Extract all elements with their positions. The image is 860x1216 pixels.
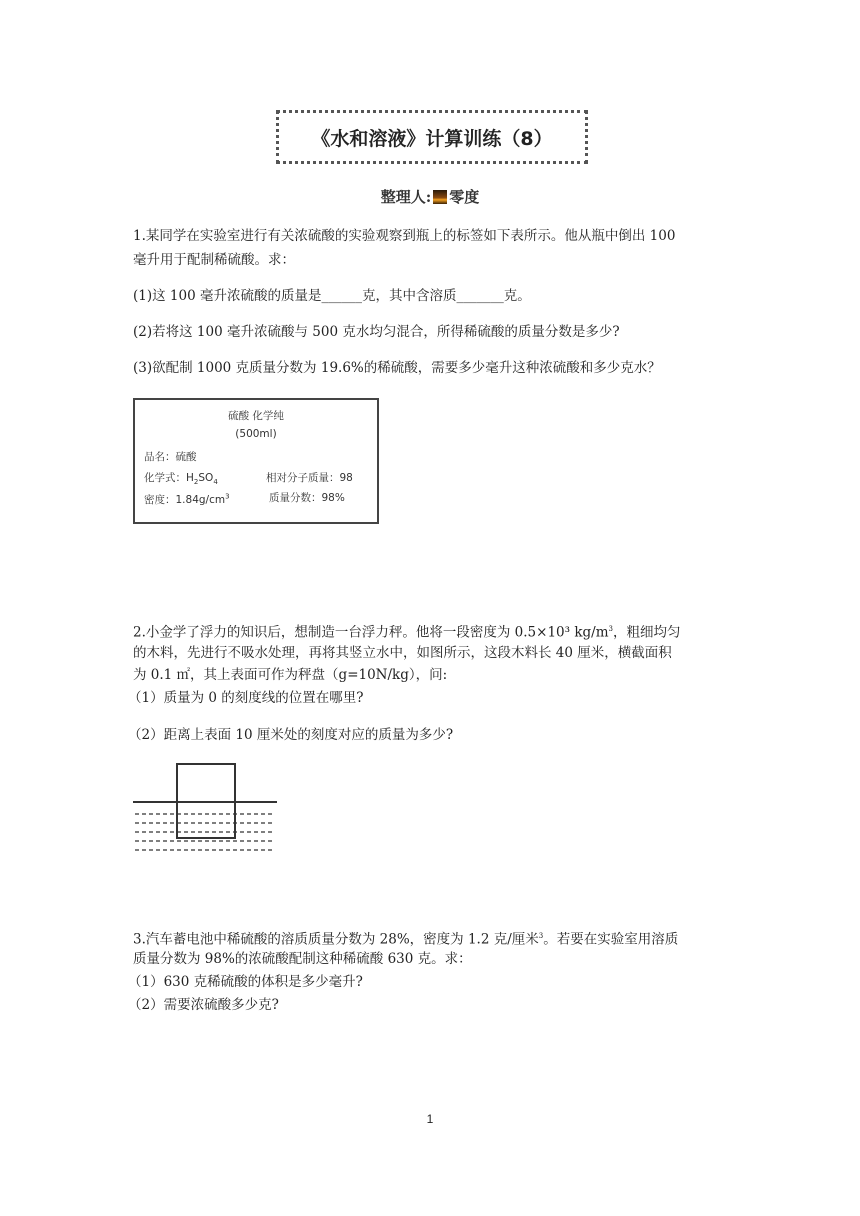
floating-wood-figure xyxy=(133,756,279,866)
label-density: 密度：$1.84g/cm^3$ xyxy=(144,492,230,506)
label-title: 硫酸 化学纯 xyxy=(228,410,284,422)
water-dashed-lines xyxy=(135,814,275,850)
acid-bottle-label xyxy=(133,398,379,524)
q3-line1: 3.汽车蓄电池中稀硫酸的溶质质量分数为 28%，密度为 1.2 克/厘米$^3$。若要在实验室用溶质 xyxy=(133,931,679,948)
q3-line2: 质量分数为 98%的浓硫酸配制这种稀硫酸 630 克。求： xyxy=(133,951,472,967)
label-mass-fraction: 质量分数：98% xyxy=(269,492,345,504)
q1-sub3: (3)欲配制 1000 克质量分数为 19.6%的稀硫酸，需要多少毫升这种浓硫酸和多少克水？ xyxy=(133,360,661,376)
q1-sub2: (2)若将这 100 毫升浓硫酸与 500 克水均匀混合，所得稀硫酸的质量分数是多少? xyxy=(133,324,620,340)
label-volume: (500ml) xyxy=(235,428,277,440)
q2-sub1: （1）质量为 0 的刻度线的位置在哪里? xyxy=(128,690,364,706)
author-line xyxy=(0,186,860,207)
q1-stem-line2: 毫升用于配制稀硫酸。求： xyxy=(133,252,295,268)
author-prefix: 整理人: xyxy=(380,188,432,206)
page-title: 《水和溶液》计算训练（8） xyxy=(311,127,553,150)
sunset-photo-icon xyxy=(433,190,447,204)
q3-sub1: （1）630 克稀硫酸的体积是多少毫升? xyxy=(128,974,363,990)
label-formula: 化学式：$H_2SO_4$ xyxy=(144,472,218,487)
label-molar-mass: 相对分子质量：98 xyxy=(266,472,353,484)
q2-line1: 2.小金学了浮力的知识后，想制造一台浮力秤。他将一段密度为 0.5×10³ $kg/m^3$，粗细均匀 xyxy=(133,624,681,641)
q2-line2: 的木料，先进行不吸水处理，再将其竖立水中，如图所示，这段木料长 40 厘米，横截面积 xyxy=(133,645,672,661)
q1-sub1: (1)这 100 毫升浓硫酸的质量是______克，其中含溶质_______克。 xyxy=(133,288,531,304)
q1-stem-line1: 1.某同学在实验室进行有关浓硫酸的实验观察到瓶上的标签如下表所示。他从瓶中倒出 100 xyxy=(133,228,676,244)
title-box xyxy=(276,110,588,164)
q3-sub2: （2）需要浓硫酸多少克? xyxy=(128,997,279,1013)
q2-line3: 为 0.1 ㎡，其上表面可作为秤盘（g=10N/kg），问: xyxy=(133,667,448,683)
author-name: 零度 xyxy=(449,188,480,206)
q2-sub2: （2）距离上表面 10 厘米处的刻度对应的质量为多少? xyxy=(128,727,454,743)
page-number: 1 xyxy=(426,1112,434,1126)
label-name: 品名：硫酸 xyxy=(144,451,197,463)
